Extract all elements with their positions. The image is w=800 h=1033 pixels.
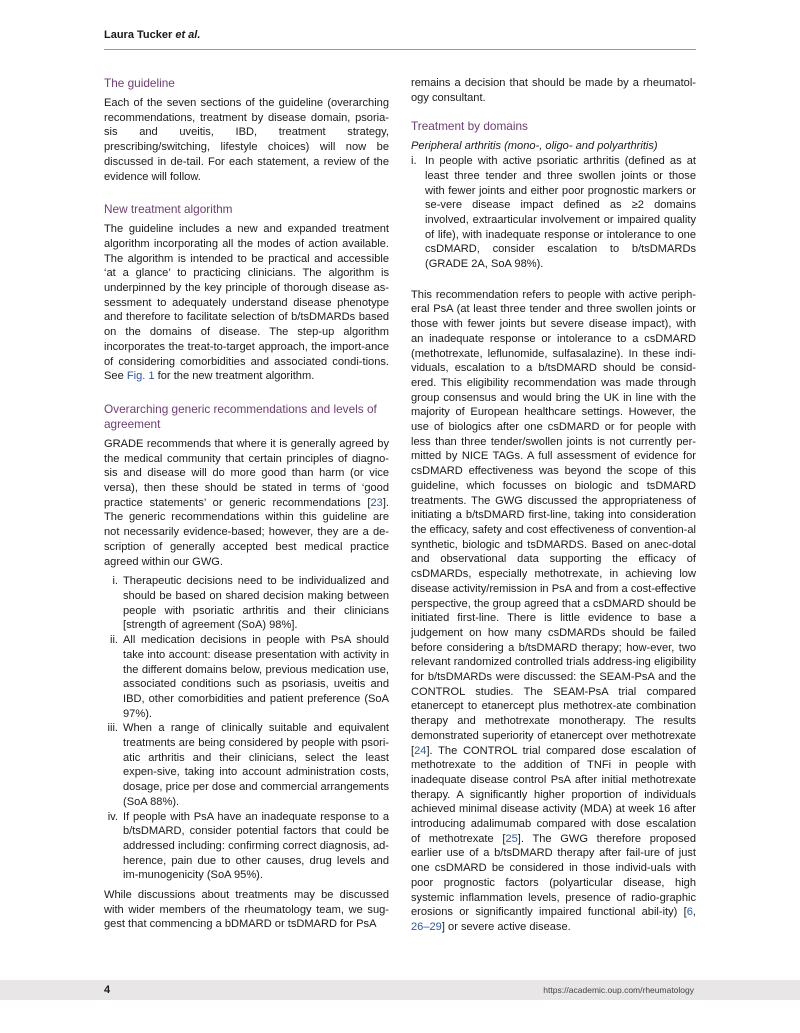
list-item-text: If people with PsA have an inadequate response to a b/tsDMARD, consider potential factors that could be addressed including: confirming correct diagnosis, ad-herence, pain due to other causes, drug levels and im-munogenicity (SoA 95%).: [123, 810, 389, 882]
running-header: [104, 29, 200, 41]
author-etal: et al.: [175, 29, 201, 41]
reference-separator: ,: [692, 906, 696, 919]
list-item: [104, 721, 389, 809]
page-number: 4: [104, 984, 111, 996]
peripheral-recommendation: [411, 154, 696, 272]
paragraph-guideline: Each of the seven sections of the guideline (overarching recommendations, treatment by disease domain, psoria-sis and uveitis, IBD, treatment strategy, prescribing/switching, lifestyle choices) will now be discussed in de-tail. For each statement, a review of the evidence will follow.: [104, 97, 389, 183]
paragraph-main-text-end: ] or severe active disease.: [441, 920, 571, 933]
reference-6-link[interactable]: 6: [686, 906, 693, 919]
subheading-peripheral: Peripheral arthritis (mono-, oligo- and polyarthritis): [411, 140, 658, 153]
list-item: [104, 574, 389, 633]
list-item-number: i.: [112, 575, 118, 588]
heading-algorithm: New treatment algorithm: [104, 202, 233, 217]
page-footer: [0, 980, 800, 1000]
list-item-number: i.: [411, 155, 417, 168]
heading-domains: Treatment by domains: [411, 119, 528, 134]
heading-overarching: Overarching generic recommendations and levels of agreement: [104, 401, 377, 431]
figure-1-link[interactable]: Fig. 1: [126, 370, 155, 383]
paragraph-main-text: This recommendation refers to people with active periph-eral PsA (at least three tender and three swollen joints or those with fewer joints but severe disease impact), with an inadequate response or intolerance to a csDMARD (methotrexate, leflunomide, sulfasalazine). In these indi-viduals, escalation to a b/tsDMARD should be consid-ered. This eligibility recommendation was made through group consensus and would bring the UK in line with the majority of European healthcare settings. However, the use of biologics after one csDMARD or for people with less than three tender/swollen joints is not currently per-mitted by NICE TAGs. A full assessment of evidence for csDMARD effectiveness was beyond the scope of this guideline, which focusses on biologic and tsDMARD treatments. The GWG discussed the appropriateness of initiating a b/tsDMARD first-line, taking into consideration the efficacy, safety and cost effectiveness of convention-al synthetic, biologic and tsDMARDS. Based on anec-dotal and observational data supporting the efficacy of csDMARDs, especially methotrexate, in achieving low disease activity/remission in PsA and from a cost-effective perspective, the group agreed that a csDMARD should be initiated first-line. There is little evidence to base a judgement on how many csDMARDs should be failed before considering a b/tsDMARD therapy; how-ever, two relevant randomized controlled trials address-ing eligibility for b/tsDMARDs were discussed: the SEAM-PsA and the CONTROL studies. The SEAM-PsA trial compared etanercept to etanercept plus methotrex-ate combination therapy and methotrexate monotherapy. The results demonstrated superiority of etanercept over methotrexate [: [411, 288, 696, 757]
list-item-number: iv.: [107, 810, 118, 823]
paragraph-main-text-3: ]. The GWG therefore proposed earlier use of a b/tsDMARD therapy after fail-ure of just one csDMARD be considered in those individ-uals with poor prognostic factors (polyarticular disease, high systemic inflammation levels, presence of radio-graphic erosions or significantly impaired functional abil-ity) [: [411, 832, 696, 919]
author-name: Laura Tucker: [104, 29, 173, 41]
journal-url-link[interactable]: https://academic.oup.com/rheumatology: [543, 985, 694, 995]
paragraph-closing: While discussions about treatments may be discussed with wider members of the rheumatology team, we sug-gest that commencing a bDMARD or tsDMARD for PsA: [104, 889, 389, 931]
list-item: [411, 154, 696, 272]
reference-23-link[interactable]: 23: [370, 496, 383, 509]
paragraph-overarching-text: GRADE recommends that where it is generally agreed by the medical community that certain principles of diagno-sis and disease will do more good than harm (or vice versa), then these should be stated in terms of ‘good practice statements’ or generic recommendations [: [104, 437, 389, 509]
paragraph-algorithm-text: The guideline includes a new and expanded treatment algorithm incorporating all the modes of action available. The algorithm is intended to be practical and accessible ‘at a glance’ to practicing clinicians. The algorithm is underpinned by the key principle of thorough disease as-sessment to adequately understand disease phenotype and therefore to facilitate selection of b/tsDMARDs based on the domains of disease. The step-up algorithm incorporates the treat-to-target approach, the import-ance of considering comorbidities and associated condi-tions. See: [104, 223, 389, 383]
paragraph-overarching-text-end: ]. The generic recommendations within this guideline are not necessarily evidence-based; however, they are a de-scription of generally accepted best medical practice agreed within our GWG.: [104, 496, 389, 568]
list-item-text: In people with active psoriatic arthritis (defined as at least three tender and three swollen joints or those with fewer joints and either poor prognostic markers or se-vere disease impact defined as ≥2 domains involved, extraarticular involvement or impaired quality of life), with inadequate response or intolerance to one csDMARD, consider escalation to b/tsDMARDs (GRADE 2A, SoA 98%).: [425, 155, 696, 271]
list-item-number: ii.: [109, 634, 118, 647]
left-column: [104, 76, 389, 932]
header-rule: [104, 49, 696, 50]
reference-24-link[interactable]: 24: [414, 744, 427, 757]
list-item-text: All medication decisions in people with PsA should take into account: disease presentation with activity in the different domains below, previous medication use, associated conditions such as psoriasis, uveitis and IBD, other comorbidities and patient preference (SoA 97%).: [123, 634, 389, 720]
paragraph-overarching: [104, 437, 389, 569]
paragraph-algorithm-text-end: for the new treatment algorithm.: [154, 370, 315, 383]
reference-26-29-link[interactable]: 26–29: [411, 920, 442, 933]
generic-recommendations-list: [104, 574, 389, 883]
paragraph-main-text-2: ]. The CONTROL trial compared dose escalation of methotrexate to the addition of TNFi in people with inadequate disease control PsA after initial methotrexate therapy. A significantly higher proportion of individuals achieved minimal disease activity (MDA) at week 16 after introducing adalimumab compared with dose escalation of methotrexate [: [411, 744, 696, 845]
list-item-text: When a range of clinically suitable and equivalent treatments are being considered by people with psori-atic arthritis and their clinicians, select the least expen-sive, taking into account administration costs, dosage, price per dose and commercial arrangements (SoA 88%).: [123, 722, 389, 808]
list-item: [104, 633, 389, 721]
list-item: [104, 810, 389, 884]
list-item-text: Therapeutic decisions need to be individualized and should be based on shared decision making between people with psoriatic arthritis and their clinicians [strength of agreement (SoA) 98%].: [123, 575, 389, 632]
reference-25-link[interactable]: 25: [505, 832, 518, 845]
list-item-number: iii.: [107, 722, 118, 735]
paragraph-continued: remains a decision that should be made by a rheumatol-ogy consultant.: [411, 77, 696, 104]
heading-guideline: The guideline: [104, 76, 175, 90]
paragraph-algorithm: [104, 222, 389, 384]
paragraph-main: [411, 288, 696, 935]
right-column: [411, 76, 696, 935]
